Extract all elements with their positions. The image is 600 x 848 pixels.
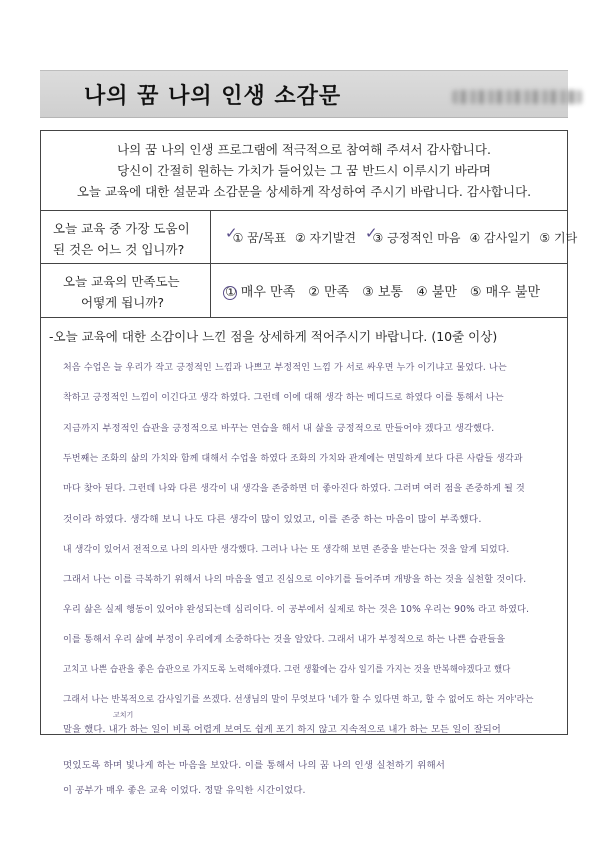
intro-line: 나의 꿈 나의 인생 프로그램에 적극적으로 참여해 주셔서 감사합니다. — [117, 142, 491, 157]
handwritten-line: 두번째는 조화의 삶의 가치와 함께 대해서 수업을 하였다 조화의 가치와 관계에는 면밀하게 보다 다른 사람들 생각과 — [63, 453, 523, 464]
intro-line: 오늘 교육에 대한 설문과 소감문을 상세하게 작성하여 주시기 바랍니다. 감사합니다. — [76, 184, 532, 199]
question-line: 오늘 교육의 만족도는 — [63, 274, 180, 289]
handwritten-line: 지금까지 부정적인 습관을 긍정적으로 바꾸는 연습을 해서 내 삶을 긍정적으로 만들어야 겠다고 생각했다. — [63, 423, 495, 434]
handwritten-line: 마다 찾아 된다. 그런데 나와 다른 생각이 내 생각을 존중하면 더 좋아진다 하였다. 그러며 여러 점을 존중하게 될 것 — [63, 483, 525, 494]
question-row-helpful — [41, 211, 578, 264]
handwritten-line: 처음 수업은 늘 우리가 작고 긍정적인 느낌과 나쁘고 부정적인 느낌 가 서로 싸우면 누가 이기냐고 물었다. 나는 — [63, 362, 507, 373]
handwritten-line: 그래서 나는 반복적으로 감사일기를 쓰겠다. 선생님의 말이 무엇보다 '네가 할 수 있다면 하고, 할 수 없어도 하는 거야'라는 — [63, 694, 534, 705]
option-other[interactable]: ⑤ 기타 — [539, 230, 578, 245]
intro-line: 당신이 간절히 원하는 가치가 들어있는 그 꿈 반드시 이루시기 바라며 — [117, 163, 491, 178]
handwritten-line: 우리 삶은 실제 행동이 있어야 완성되는데 심리이다. 이 공부에서 실제로 하는 것은 10% 우리는 90% 라고 하였다. — [63, 604, 530, 615]
question-label — [41, 264, 211, 317]
handwritten-line: 멋있도록 하며 빛나게 하는 마음을 보았다. 이를 통해서 나의 꿈 나의 인생 실천하기 위해서 — [63, 760, 446, 771]
redacted-name — [452, 90, 582, 104]
checkmark-icon: ✓ — [364, 224, 378, 242]
option-neutral[interactable]: ③ 보통 — [362, 285, 403, 300]
title-bar — [40, 70, 568, 118]
handwritten-line: 말을 했다. 내가 하는 일이 비록 어렵게 보여도 쉽게 포기 하지 않고 지속적으로 내가 하는 모든 일이 잘되어 — [63, 724, 501, 735]
handwritten-line: 내 생각이 있어서 전적으로 나의 의사만 생각했다. 그러나 나는 또 생각해 보면 존중을 받는다는 것을 알게 되었다. — [63, 544, 510, 555]
option-gratitude-journal[interactable]: ④ 감사일기 — [469, 230, 531, 245]
question-row-satisfaction — [41, 264, 567, 318]
checkmark-icon: ✓ — [225, 224, 238, 242]
option-very-dissatisfied[interactable]: ⑤ 매우 불만 — [469, 285, 541, 300]
option-dream-goal[interactable]: ① 꿈/목표 — [232, 230, 286, 245]
circle-mark-icon — [223, 286, 237, 300]
option-dissatisfied[interactable]: ④ 불만 — [415, 285, 457, 300]
option-satisfied[interactable]: ② 만족 — [308, 285, 350, 300]
handwritten-line: 이를 통해서 우리 삶에 부정이 우리에게 소중하다는 것을 알았다. 그래서 내가 부정적으로 하는 나쁜 습관들을 — [63, 634, 506, 645]
question-line: 오늘 교육 중 가장 도움이 — [53, 221, 190, 236]
essay-prompt: -오늘 교육에 대한 소감이나 느낀 점을 상세하게 적어주시기 바랍니다. (10줄 이상) — [49, 329, 498, 344]
question-label — [41, 211, 211, 263]
question-line: 된 것은 어느 것 입니까? — [53, 242, 185, 257]
survey-form — [40, 130, 578, 796]
question-line: 어떻게 됩니까? — [81, 295, 165, 310]
handwritten-line: 착하고 긍정적인 느낌이 이긴다고 생각 하였다. 그런데 이에 대해 생각 하는 메디드로 하였다 이를 통해서 나는 — [63, 392, 504, 403]
document-title: 나의 꿈 나의 인생 소감문 — [84, 84, 342, 109]
option-very-satisfied[interactable]: ① 매우 만족 — [225, 285, 296, 300]
handwritten-line: 그래서 나는 이를 극복하기 위해서 나의 마음을 열고 진심으로 이야기를 들어주며 개방을 하는 것을 실천할 것이다. — [63, 574, 527, 585]
intro-text — [41, 131, 567, 211]
option-positive-mind[interactable]: ③ 긍정적인 마음 — [372, 230, 461, 245]
handwritten-line: 이 공부가 매우 좋은 교육 이었다. 정말 유익한 시간이었다. — [63, 785, 306, 796]
option-self-discovery[interactable]: ② 자기발견 — [294, 230, 356, 245]
handwritten-line: 고치고 나쁜 습관을 좋은 습관으로 가지도록 노력해야겠다. 그런 생활에는 감사 일기를 가지는 것을 반복해야겠다고 했다 — [63, 664, 511, 675]
handwritten-insertion: 고치기 — [113, 711, 134, 719]
answer-options — [211, 264, 567, 317]
handwritten-line: 것이라 하였다. 생각해 보니 나도 다른 생각이 많이 있었고, 이를 존중 하는 마음이 많이 부족했다. — [63, 514, 482, 525]
answer-options — [211, 211, 578, 263]
